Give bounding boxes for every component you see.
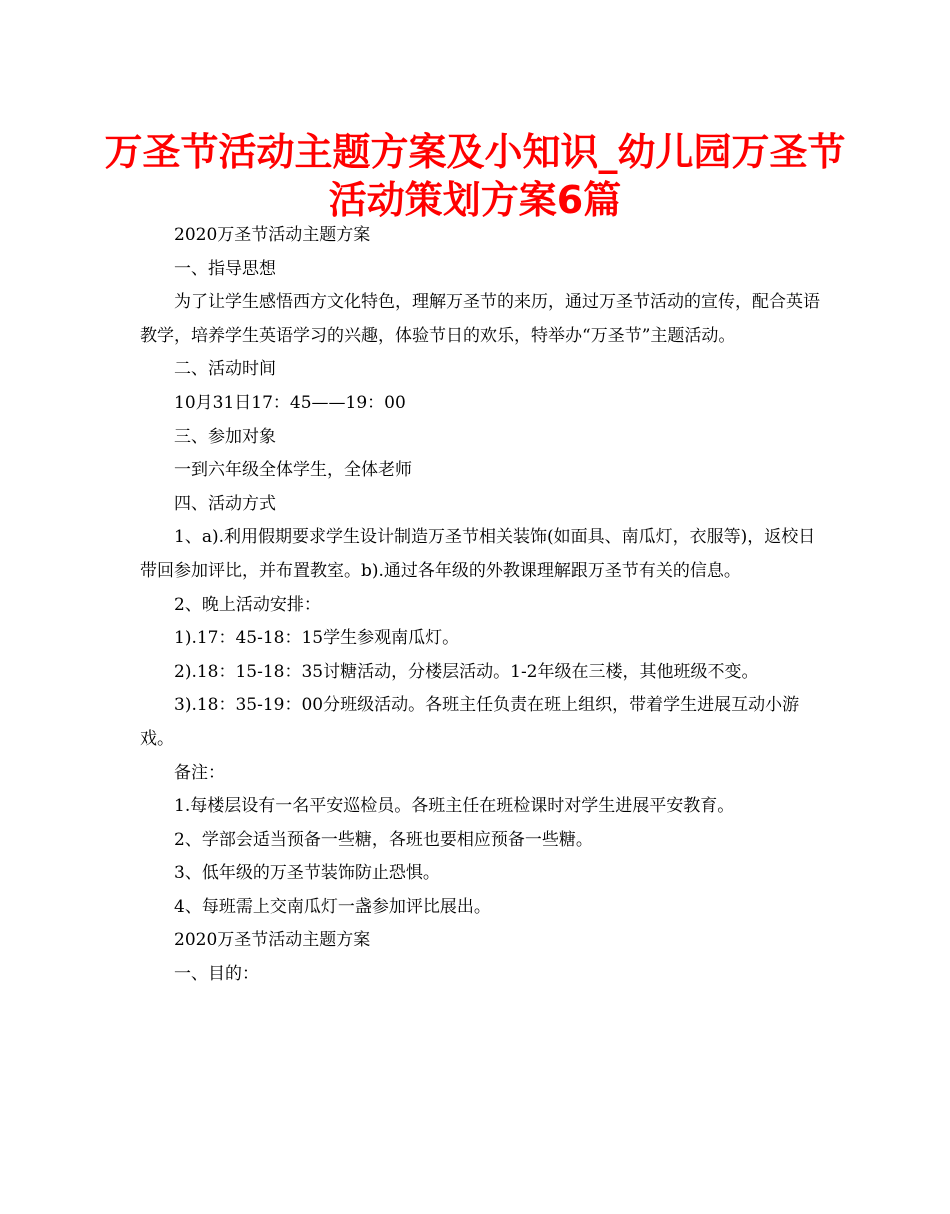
document-title: 万圣节活动主题方案及小知识_幼儿园万圣节活动策划方案6篇 (104, 130, 846, 222)
list-item: 3).18：35-19：00分班级活动。各班主任负责在班上组织，带着学生进展互动小游戏。 (140, 695, 800, 749)
paragraph: 1、a).利用假期要求学生设计制造万圣节相关装饰(如面具、南瓜灯，衣服等)，返校日带回参加评比，并布置教室。b).通过各年级的外教课理解跟万圣节有关的信息。 (140, 527, 816, 581)
paragraph: 2020万圣节活动主题方案 (174, 930, 371, 951)
section-heading: 四、活动方式 (174, 493, 276, 514)
paragraph: 一到六年级全体学生，全体老师 (174, 460, 412, 481)
list-item: 2).18：15-18：35讨糖活动，分楼层活动。1-2年级在三楼，其他班级不变。 (174, 661, 759, 682)
list-item: 1.每楼层设有一名平安巡检员。各班主任在班检课时对学生进展平安教育。 (174, 796, 735, 817)
list-item: 4、每班需上交南瓜灯一盏参加评比展出。 (174, 896, 491, 917)
paragraph: 10月31日17：45——19：00 (174, 392, 406, 413)
list-item: 2、学部会适当预备一些糖，各班也要相应预备一些糖。 (174, 829, 593, 850)
section-heading: 备注： (174, 762, 225, 783)
list-item: 3、低年级的万圣节装饰防止恐惧。 (174, 863, 440, 884)
section-heading: 一、指导思想 (174, 258, 276, 279)
document-body (140, 219, 820, 992)
section-heading: 二、活动时间 (174, 359, 276, 380)
list-item: 1).17：45-18：15学生参观南瓜灯。 (174, 628, 460, 649)
section-heading: 三、参加对象 (174, 426, 276, 447)
paragraph: 2020万圣节活动主题方案 (174, 225, 371, 245)
paragraph: 2、晚上活动安排： (174, 594, 321, 615)
paragraph: 为了让学生感悟西方文化特色，理解万圣节的来历，通过万圣节活动的宣传，配合英语教学，培养学生英语学习的兴趣，体验节日的欢乐，特举办“万圣节”主题活动。 (140, 292, 820, 346)
section-heading: 一、目的： (174, 964, 259, 985)
